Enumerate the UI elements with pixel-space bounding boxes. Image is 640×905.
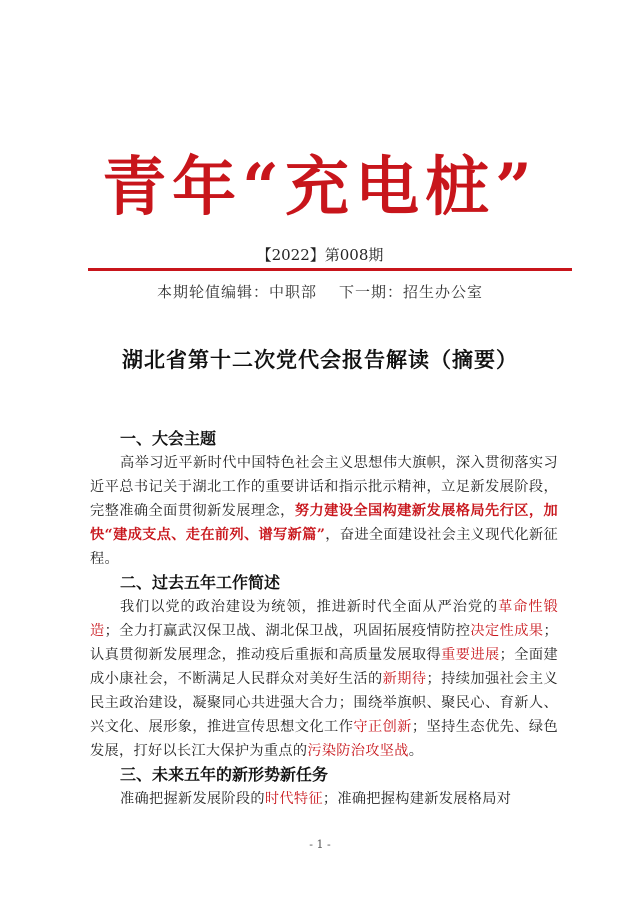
highlighted-text: 新期待 — [382, 671, 427, 687]
section-paragraph — [90, 595, 558, 763]
section-heading: 一、大会主题 — [120, 429, 217, 448]
red-divider — [88, 268, 572, 271]
next-editor: 下一期：招生办公室 — [339, 283, 484, 301]
editor-line — [0, 281, 640, 302]
highlighted-text: 污染防治攻坚战 — [307, 743, 409, 759]
highlighted-text: 革命性锻造 — [90, 599, 558, 639]
highlighted-text: 守正创新 — [353, 719, 412, 735]
article-body — [90, 427, 558, 811]
current-editor: 本期轮值编辑：中职部 — [156, 283, 317, 301]
highlighted-text: 努力建设全国构建新发展格局先行区，加快“建成支点、走在前列、谱写新篇” — [90, 503, 558, 543]
issue-number: 【2022】第008期 — [256, 246, 384, 264]
body-text: ；准确把握构建新发展格局对 — [322, 791, 512, 807]
section-paragraph — [90, 787, 558, 811]
body-text: ；认真贯彻新发展理念，推动疫后重振和高质量发展取得 — [90, 623, 558, 663]
body-text: ；持续加强社会主义民主政治建设，凝聚同心共进强大合力；围绕举旗帜、聚民心、育新人、兴文化、展形象，推进宣传思想文化工作 — [90, 671, 558, 735]
page-number: - 1 - — [309, 838, 331, 851]
masthead-title: 青年“充电桩” — [102, 150, 538, 225]
section-heading: 三、未来五年的新形势新任务 — [120, 765, 329, 784]
body-text: 高举习近平新时代中国特色社会主义思想伟大旗帜，深入贯彻落实习近平总书记关于湖北工作的重要讲话和指示批示精神，立足新发展阶段，完整准确全面贯彻新发展理念， — [90, 455, 558, 519]
highlighted-text: 决定性成果 — [470, 623, 544, 639]
body-text: ；坚持生态优先、绿色发展，打好以长江大保护为重点的 — [90, 719, 558, 759]
body-text: 我们以党的政治建设为统领，推进新时代全面从严治党的 — [120, 599, 499, 615]
body-text: ；全面建成小康社会，不断满足人民群众对美好生活的 — [90, 647, 559, 687]
article-title: 湖北省第十二次党代会报告解读（摘要） — [122, 347, 518, 372]
body-text: ，奋进全面建设社会主义现代化新征程。 — [90, 527, 558, 567]
body-text: 准确把握新发展阶段的 — [120, 791, 265, 807]
highlighted-text: 重要进展 — [441, 647, 500, 663]
body-text: 。 — [408, 743, 424, 759]
section-heading: 二、过去五年工作简述 — [120, 573, 281, 592]
body-text: ；全力打赢武汉保卫战、湖北保卫战，巩固拓展疫情防控 — [104, 623, 471, 639]
highlighted-text: 时代特征 — [264, 791, 323, 807]
section-paragraph — [90, 451, 558, 571]
